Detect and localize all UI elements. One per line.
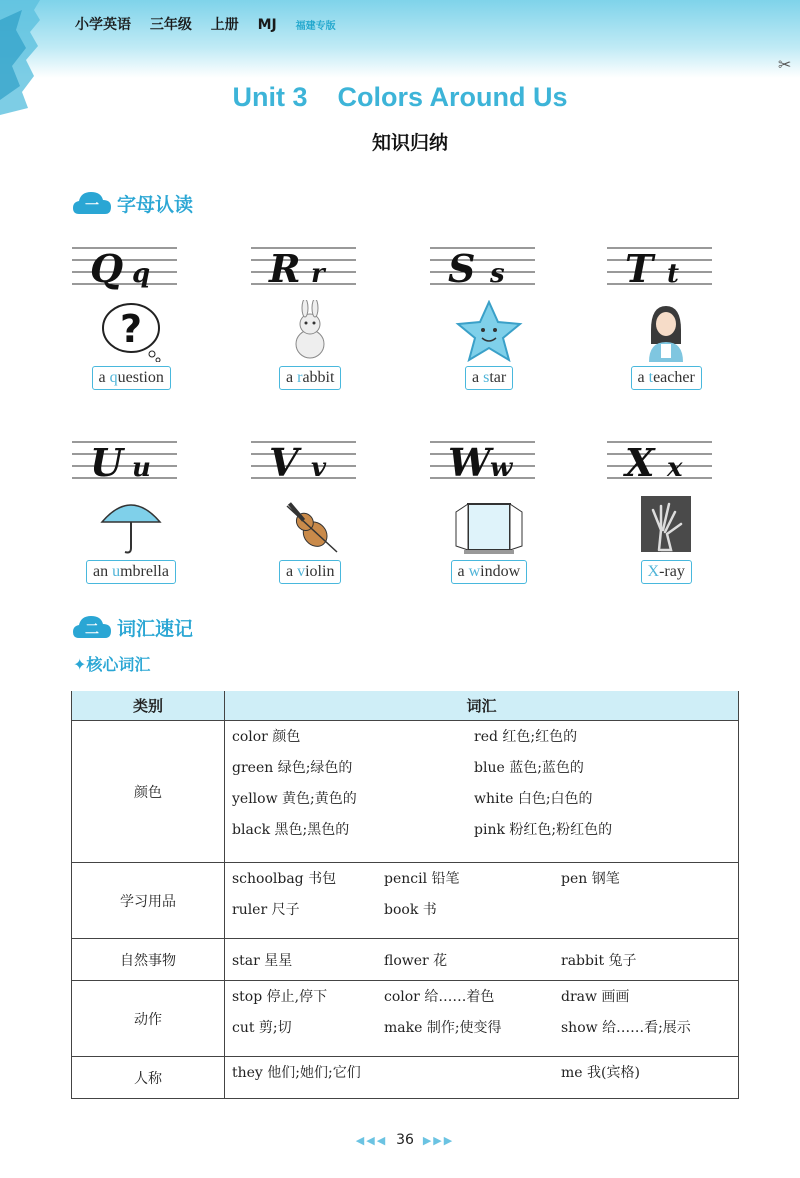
word-initial-letter: v [297,563,306,580]
vocab-word-label [92,366,171,390]
word-rest: iolin [305,563,335,580]
vocab-table [71,691,739,1099]
word-initial-letter: t [648,369,654,386]
word-article: a [286,563,298,580]
crumb-grade: 三年级 [149,17,192,33]
writing-lines [430,432,535,492]
writing-lines [251,238,356,298]
vocab-entry: black 黑色;黑色的 [232,822,350,838]
umbrella-icon [96,494,166,556]
word-initial-letter: X [647,563,660,580]
vocab-entry: yellow 黄色;黄色的 [232,791,357,807]
vocab-word-label [641,560,692,584]
star-icon [454,300,524,362]
window-icon [454,494,524,556]
vocab-word-label [86,560,176,584]
uppercase-letter: T [625,246,654,291]
table-row [72,939,739,981]
letter-cell-rr [251,238,391,388]
word-article: a [637,369,649,386]
letter-cell-uu [72,432,212,582]
svg-text:二: 二 [85,622,99,638]
table-header-row [72,691,739,721]
writing-lines [607,432,712,492]
word-article: a [286,369,298,386]
vocab-entry: draw 画画 [561,989,630,1005]
vocab-entry: color 颜色 [232,729,301,745]
word-rest: mbrella [120,563,169,580]
crumb-publisher: MJ [257,17,277,33]
edition-label: 福建专版 [295,21,336,32]
category-cell: 自然事物 [72,939,225,981]
crumb-subject: 小学英语 [75,17,131,33]
uppercase-letter: Q [90,246,124,291]
table-row [72,981,739,1057]
vocab-word-label [279,366,341,390]
writing-lines [607,238,712,298]
word-article: a [472,369,484,386]
vocab-entry: pencil 铅笔 [384,871,460,887]
question-mark-bubble-icon [96,300,166,362]
word-article: a [457,563,469,580]
words-cell [225,1057,739,1099]
vocab-entry: stop 停止,停下 [232,989,328,1005]
column-header-category: 类别 [72,691,225,721]
table-row [72,721,739,863]
category-cell: 颜色 [72,721,225,863]
lowercase-letter: u [132,453,151,483]
vocab-entry: star 星星 [232,953,293,969]
writing-lines [430,238,535,298]
vocab-entry: color 给……着色 [384,989,495,1005]
lowercase-letter: w [490,453,513,483]
vocab-entry: pen 钢笔 [561,871,620,887]
vocab-entry: blue 蓝色;蓝色的 [474,760,584,776]
letter-cell-tt [607,238,747,388]
section-badge-icon [73,614,111,638]
vocab-entry: rabbit 兔子 [561,953,637,969]
word-rest: tar [489,369,507,386]
teacher-icon [631,300,701,362]
vocab-entry: make 制作;使变得 [384,1020,502,1036]
section-title: 词汇速记 [117,618,194,640]
vocab-entry [561,899,731,919]
word-initial-letter: q [109,369,118,386]
svg-text:?: ? [119,307,143,351]
vocab-entry: show 给……看;展示 [561,1020,691,1036]
table-row [72,1057,739,1099]
page-number: 36 [396,1132,414,1148]
lowercase-letter: s [490,259,505,289]
word-initial-letter: u [112,563,121,580]
unit-title: Unit 3 Colors Around Us [232,82,568,112]
vocab-word-label [465,366,513,390]
words-cell [225,721,739,863]
lowercase-letter: q [132,259,151,289]
uppercase-letter: V [269,440,299,485]
vocab-entry: they 他们;她们;它们 [232,1065,361,1081]
uppercase-letter: W [448,440,491,485]
vocab-entry: ruler 尺子 [232,902,300,918]
column-header-words: 词汇 [225,691,739,721]
breadcrumb [75,14,350,34]
section-title: 字母认读 [117,194,194,216]
word-rest: indow [480,563,521,580]
scissors-icon: ✂ [778,55,792,74]
rabbit-icon [275,300,345,362]
lowercase-letter: t [667,259,680,289]
vocab-entry: red 红色;红色的 [474,729,578,745]
letter-cell-ss [430,238,570,388]
letter-cell-ww [430,432,570,582]
crumb-volume: 上册 [210,17,239,33]
word-article: an [93,563,113,580]
lowercase-letter: x [667,453,683,483]
page-footer [0,1132,800,1148]
uppercase-letter: S [448,246,476,291]
vocab-entry: me 我(宾格) [561,1065,640,1081]
letter-cell-xx [607,432,747,582]
vocab-entry: book 书 [384,902,437,918]
word-rest: -ray [659,563,685,580]
category-cell: 人称 [72,1057,225,1099]
vocab-word-label [279,560,341,584]
word-initial-letter: r [297,369,303,386]
lowercase-letter: v [311,453,327,483]
letter-cell-vv [251,432,391,582]
vocab-word-label [631,366,702,390]
word-rest: uestion [117,369,164,386]
vocab-word-label [451,560,528,584]
header-band [0,0,800,78]
word-initial-letter: w [468,563,481,580]
word-rest: eacher [653,369,695,386]
word-rest: abbit [302,369,335,386]
lowercase-letter: r [311,259,325,289]
words-cell [225,863,739,939]
section-badge-icon [73,190,111,214]
category-cell: 动作 [72,981,225,1057]
writing-lines [72,238,177,298]
writing-lines [251,432,356,492]
vocab-entry: flower 花 [384,953,448,969]
right-arrows-icon: ▶▶▶ [422,1134,455,1147]
writing-lines [72,432,177,492]
words-cell [225,939,739,981]
vocab-entry: cut 剪;切 [232,1020,292,1036]
x-ray-icon [631,494,701,556]
core-vocab-label: ✦核心词汇 [73,655,151,674]
left-arrows-icon: ◀◀◀ [355,1134,388,1147]
uppercase-letter: X [625,440,655,485]
letter-cell-qq [72,238,212,388]
uppercase-letter: R [269,246,301,291]
vocab-entry: green 绿色;绿色的 [232,760,353,776]
table-row [72,863,739,939]
uppercase-letter: U [90,440,124,485]
vocab-entry: pink 粉红色;粉红色的 [474,822,613,838]
svg-text:一: 一 [85,198,99,214]
word-article: a [98,369,110,386]
word-initial-letter: s [483,369,490,386]
vocab-entry: schoolbag 书包 [232,871,337,887]
words-cell [225,981,739,1057]
violin-icon [275,494,345,556]
page-subtitle: 知识归纳 [371,132,448,154]
vocab-entry: white 白色;白色的 [474,791,593,807]
category-cell: 学习用品 [72,863,225,939]
